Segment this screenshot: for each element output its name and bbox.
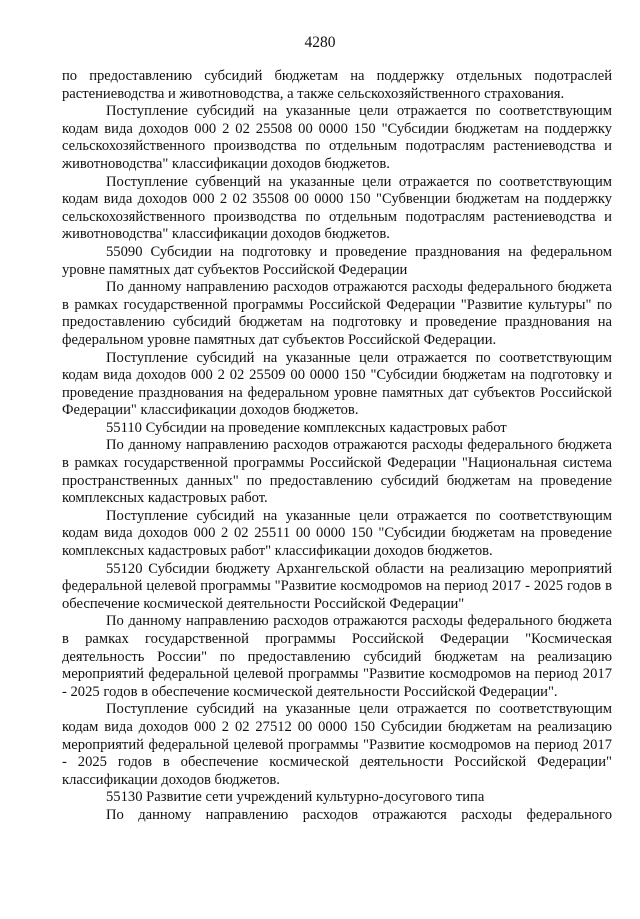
heading-55130: 55130 Развитие сети учреждений культурно-досугового типа: [106, 789, 485, 806]
paragraph-revenue-subsidies-25508: Поступление субсидий на указанные цели отражается по соответствующим кодам вида доходов 000 2 02 25508 00 0000 150 "Субсидии бюджетам на поддержку сельскохозяйственного производства по отдельным подотраслям растениеводства и животноводства" классификации доходов бюджетов.: [62, 103, 612, 172]
paragraph-expenses-55110: По данному направлению расходов отражаются расходы федерального бюджета в рамках государственной программы Российской Федерации "Национальная система пространственных данных" по предоставлению субсидий бюджетам на проведение комплексных кадастровых работ.: [62, 437, 612, 507]
heading-55090: 55090 Субсидии на подготовку и проведение празднования на федеральном уровне памятных дат субъектов Российской Федерации: [62, 243, 612, 278]
paragraph-revenue-25509: Поступление субсидий на указанные цели отражается по соответствующим кодам вида доходов 000 2 02 25509 00 0000 150 "Субсидии бюджетам на подготовку и проведение празднования на федеральном уровне памятных дат субъектов Российской Федерации" классификации доходов бюджетов.: [62, 349, 612, 419]
heading-55110: 55110 Субсидии на проведение комплексных кадастровых работ: [106, 419, 507, 436]
paragraph-revenue-25511: Поступление субсидий на указанные цели отражается по соответствующим кодам вида доходов 000 2 02 25511 00 0000 150 "Субсидии бюджетам на проведение комплексных кадастровых работ" классификации доходов бюджетов.: [62, 507, 612, 560]
heading-55120: 55120 Субсидии бюджету Архангельской области на реализацию мероприятий федеральной целевой программы "Развитие космодромов на период 2017 - 2025 годов в обеспечение космической деятельности Российской Федерации": [62, 560, 612, 612]
paragraph-continuation: по предоставлению субсидий бюджетам на поддержку отдельных подотраслей растениеводства и животноводства, а также сельскохозяйственного страхования.: [62, 68, 612, 102]
paragraph-expenses-55090: По данному направлению расходов отражаются расходы федерального бюджета в рамках государственной программы Российской Федерации "Развитие культуры" по предоставлению субсидий бюджетам на подготовку и проведение празднования на федеральном уровне памятных дат субъектов Российской Федерации.: [62, 279, 612, 348]
paragraph-revenue-27512: Поступление субсидий на указанные цели отражается по соответствующим кодам вида доходов 000 2 02 27512 00 0000 150 Субсидии бюджетам на реализацию мероприятий федеральной целевой программы "Развитие космодромов на период 2017 - 2025 годов в обеспечение космической деятельности Российской Федерации" классификации доходов бюджетов.: [62, 701, 612, 788]
paragraph-expenses-55120: По данному направлению расходов отражаются расходы федерального бюджета в рамках государственной программы Российской Федерации "Космическая деятельность России" по предоставлению субсидий бюджетам на реализацию мероприятий федеральной целевой программы "Развитие космодромов на период 2017 - 2025 годов в обеспечение космической деятельности Российской Федерации".: [62, 613, 612, 700]
paragraph-revenue-subventions-35508: Поступление субвенций на указанные цели отражается по соответствующим кодам вида доходов 000 2 02 35508 00 0000 150 "Субвенции бюджетам на поддержку сельскохозяйственного производства по отдельным подотраслям растениеводства и животноводства" классификации доходов бюджетов.: [62, 173, 612, 243]
page-number: 4280: [304, 34, 336, 51]
paragraph-expenses-55130: По данному направлению расходов отражаются расходы федерального: [106, 806, 612, 823]
document-body: [62, 68, 612, 825]
